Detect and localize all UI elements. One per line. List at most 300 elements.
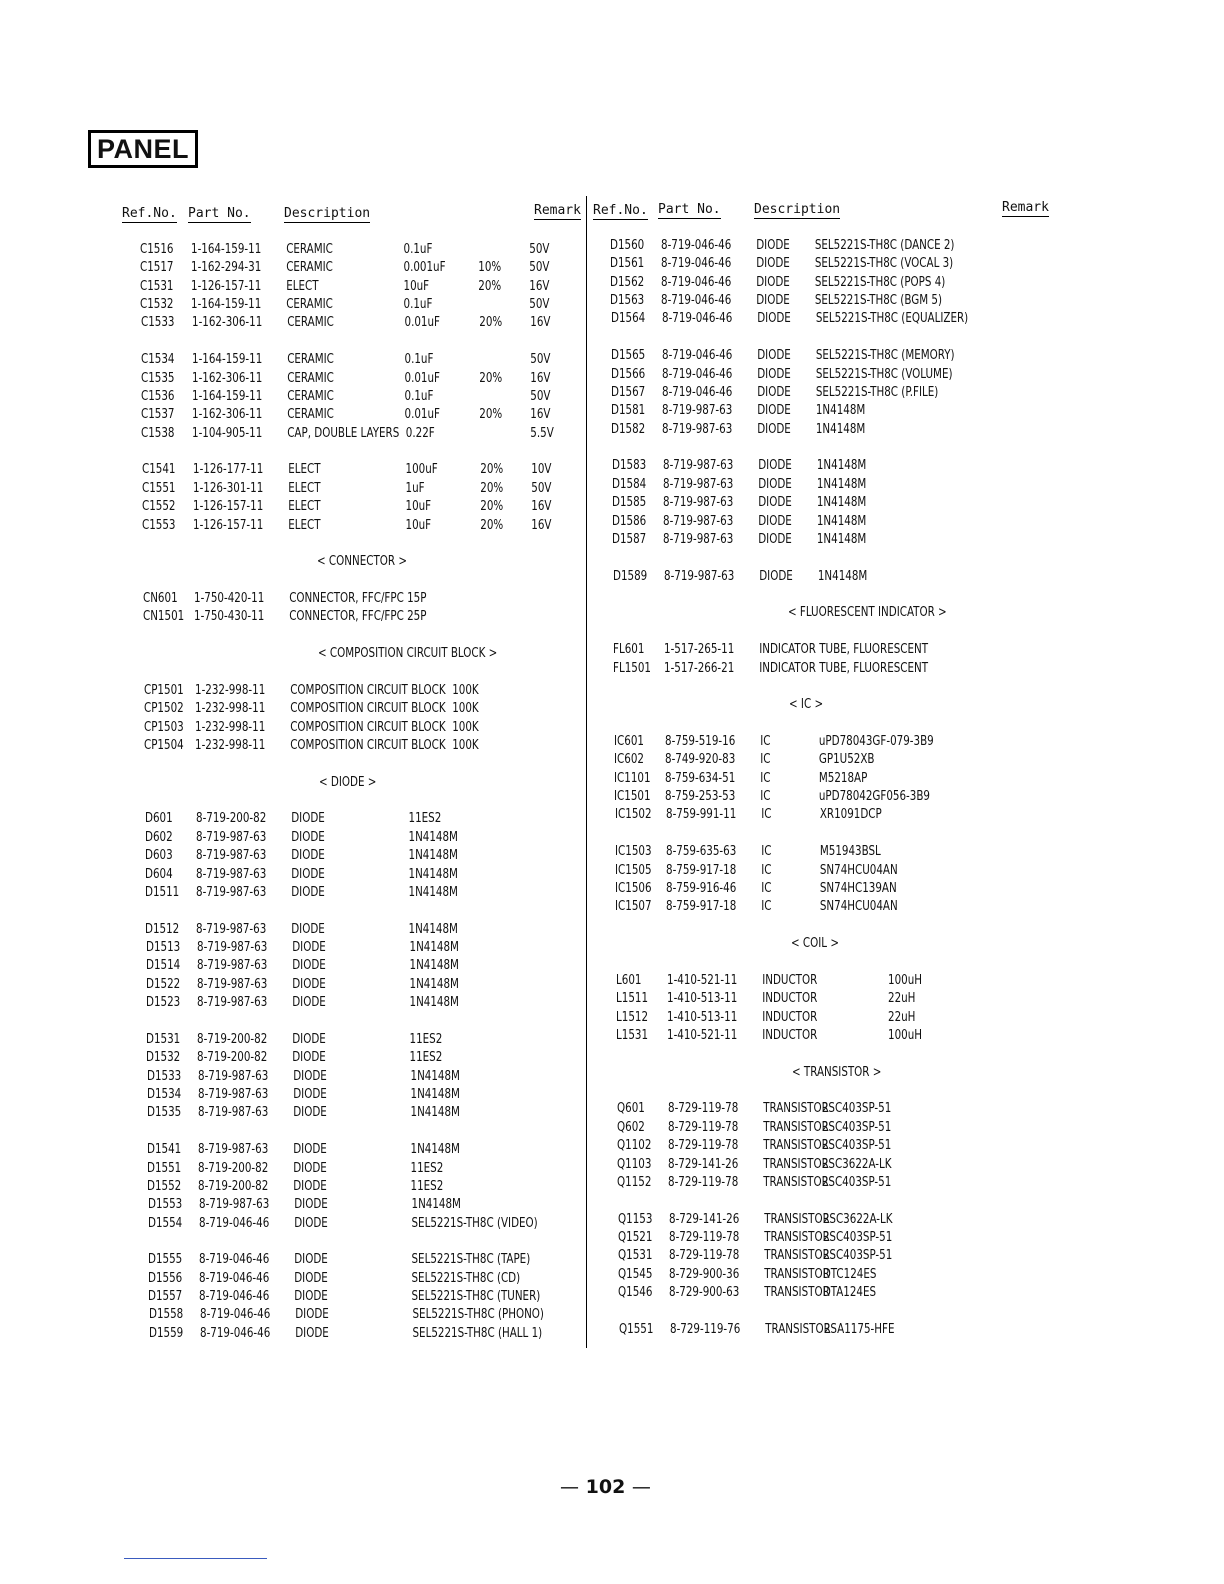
parts-row: [610, 291, 1086, 309]
section-heading: < DIODE >: [319, 773, 377, 790]
part-no-cell: 1-517-265-11: [664, 641, 735, 658]
parts-row: [148, 1250, 624, 1268]
ref-no-cell: C1536: [141, 387, 175, 404]
remark-cell: 50V: [530, 387, 551, 404]
ref-no-cell: Q1153: [617, 1210, 653, 1227]
tolerance-cell: 20%: [480, 516, 504, 533]
part-no-cell: 8-719-987-63: [196, 939, 267, 956]
part-no-cell: 1-750-420-11: [193, 590, 265, 607]
part-no-cell: 1-162-306-11: [191, 314, 262, 331]
header-description: Description: [284, 206, 371, 221]
part-no-cell: 8-719-046-46: [198, 1214, 270, 1231]
ref-no-cell: D1523: [146, 994, 181, 1011]
parts-row: [612, 456, 1088, 474]
description-cell: DIODE: [757, 402, 792, 419]
part-no-cell: 8-759-634-51: [665, 769, 736, 786]
section-heading: < CONNECTOR >: [317, 553, 408, 570]
ref-no-cell: L1531: [616, 1026, 649, 1043]
parts-row: [617, 1136, 1093, 1154]
part-no-cell: 8-719-046-46: [661, 255, 732, 272]
parts-row: [618, 1283, 1094, 1301]
parts-row: [143, 607, 619, 625]
part-no-cell: 8-719-987-63: [663, 512, 734, 529]
parts-row: [615, 842, 1091, 860]
ref-no-cell: C1533: [140, 314, 175, 331]
tolerance-cell: 20%: [480, 461, 503, 478]
description-cell: TRANSISTOR: [763, 1173, 830, 1190]
parts-row: [610, 273, 1086, 291]
description-cell: DIODE: [293, 1177, 328, 1194]
ref-no-cell: L1512: [616, 1008, 649, 1025]
part-no-cell: 1-410-521-11: [666, 971, 738, 988]
description-cell: DIODE: [758, 494, 792, 511]
tolerance-cell: 20%: [479, 369, 503, 386]
ref-no-cell: Q1521: [617, 1228, 653, 1245]
ref-no-cell: D1560: [610, 237, 645, 253]
parts-row: [618, 1246, 1094, 1264]
parts-row: [616, 989, 1092, 1007]
parts-row: [618, 1265, 1094, 1283]
description-cell: TRANSISTOR: [763, 1118, 829, 1135]
value-cell: 0.01uF: [404, 369, 440, 386]
tolerance-cell: 20%: [480, 479, 504, 496]
remark-cell: 16V: [529, 314, 551, 331]
parts-row: [148, 1269, 624, 1287]
part-no-cell: 8-719-046-46: [661, 273, 732, 290]
parts-row: [144, 736, 620, 754]
part-no-cell: 8-759-917-18: [665, 861, 737, 878]
value-cell: 2SC403SP-51: [822, 1228, 893, 1245]
part-no-cell: 1-162-306-11: [192, 406, 263, 423]
ref-no-cell: Q1551: [618, 1320, 654, 1337]
part-no-cell: 8-719-200-82: [198, 1177, 269, 1194]
parts-row: [144, 681, 620, 699]
ref-no-cell: D1587: [612, 530, 647, 547]
value-cell: SEL5221S-TH8C (EQUALIZER): [815, 310, 968, 327]
part-no-cell: 1-126-301-11: [192, 479, 264, 496]
value-cell: 22uH: [888, 990, 916, 1007]
value-cell: 1uF: [405, 479, 425, 496]
description-cell: TRANSISTOR: [764, 1228, 830, 1245]
value-cell: 10uF: [405, 516, 432, 533]
parts-row: [611, 365, 1087, 383]
parts-row: [611, 346, 1087, 364]
value-cell: 11ES2: [408, 810, 441, 827]
ref-no-cell: D1583: [611, 457, 646, 474]
description-cell: DIODE: [293, 1141, 327, 1158]
parts-row: [616, 971, 1092, 989]
part-no-cell: 1-750-430-11: [193, 608, 265, 625]
part-no-cell: 8-759-916-46: [666, 879, 737, 896]
value-cell: SN74HC139AN: [819, 879, 897, 896]
description-cell: INDICATOR TUBE, FLUORESCENT: [759, 641, 929, 658]
section-heading: < COMPOSITION CIRCUIT BLOCK >: [318, 645, 498, 662]
description-cell: DIODE: [294, 1324, 329, 1341]
description-cell: ELECT: [288, 498, 321, 515]
parts-row: [143, 589, 619, 607]
part-no-cell: 1-232-998-11: [194, 700, 265, 717]
parts-row: [612, 493, 1088, 511]
parts-row: [141, 350, 617, 368]
description-cell: TRANSISTOR: [763, 1155, 830, 1172]
ref-no-cell: D1552: [147, 1177, 182, 1194]
part-no-cell: 8-719-046-46: [662, 383, 733, 400]
parts-row: [615, 805, 1091, 823]
value-cell: 0.1uF: [403, 241, 433, 257]
part-no-cell: 8-719-987-63: [196, 920, 267, 937]
part-no-cell: 1-164-159-11: [191, 351, 263, 368]
ref-no-cell: IC1502: [614, 806, 652, 823]
ref-no-cell: D1557: [148, 1288, 183, 1305]
ref-no-cell: D1532: [146, 1049, 181, 1066]
parts-row: [610, 254, 1086, 272]
footer-rule: [124, 1558, 267, 1559]
value-cell: 2SC403SP-51: [821, 1118, 892, 1135]
value-cell: 11ES2: [409, 1049, 443, 1066]
ref-no-cell: D604: [144, 865, 173, 882]
description-cell: TRANSISTOR: [763, 1137, 829, 1154]
ref-no-cell: D603: [144, 847, 173, 864]
parts-row: [147, 1085, 623, 1103]
description-cell: DIODE: [757, 347, 791, 364]
description-cell: DIODE: [292, 994, 326, 1011]
value-cell: 0.1uF: [403, 296, 433, 313]
value-cell: 1N4148M: [816, 475, 867, 492]
remark-cell: 10V: [531, 461, 552, 478]
description-cell: DIODE: [291, 883, 325, 900]
parts-row: [141, 369, 617, 387]
part-no-cell: 8-719-987-63: [663, 530, 734, 547]
ref-no-cell: IC1506: [615, 879, 652, 896]
value-cell: 100uH: [887, 971, 922, 988]
parts-row: [617, 1155, 1093, 1173]
description-cell: IC: [761, 861, 772, 878]
value-cell: SEL5221S-TH8C (PHONO): [412, 1306, 544, 1323]
description-cell: CERAMIC: [287, 406, 335, 423]
description-cell: DIODE: [291, 957, 326, 974]
parts-row: [148, 1287, 624, 1305]
description-cell: DIODE: [290, 828, 325, 845]
description-cell: ELECT: [288, 479, 321, 496]
value-cell: 2SC3622A-LK: [822, 1155, 892, 1172]
parts-row: [613, 659, 1089, 677]
description-cell: DIODE: [292, 975, 326, 992]
ref-no-cell: L1511: [616, 990, 649, 1007]
parts-row: [618, 1228, 1094, 1246]
part-no-cell: 8-719-987-63: [196, 957, 268, 974]
part-no-cell: 8-719-200-82: [197, 1049, 268, 1066]
description-cell: DIODE: [757, 457, 792, 474]
section-heading: < IC >: [788, 696, 823, 713]
ref-no-cell: CP1501: [143, 681, 184, 698]
description-cell: DIODE: [293, 1196, 328, 1213]
value-cell: SEL5221S-TH8C (P.FILE): [816, 383, 939, 400]
ref-no-cell: D602: [144, 828, 173, 845]
tolerance-cell: 20%: [478, 277, 502, 294]
part-no-cell: 8-729-141-26: [668, 1155, 739, 1172]
ref-no-cell: Q601: [616, 1100, 645, 1117]
ref-no-cell: D1589: [612, 567, 647, 584]
description-cell: IC: [761, 879, 772, 896]
part-no-cell: 8-719-987-63: [663, 494, 734, 511]
part-no-cell: 8-759-519-16: [664, 732, 736, 749]
description-cell: CERAMIC: [286, 314, 334, 331]
value-cell: 100uF: [405, 461, 438, 478]
description-cell: TRANSISTOR: [763, 1210, 830, 1227]
value-cell: 10uF: [403, 277, 430, 294]
description-cell: CERAMIC: [287, 369, 334, 386]
part-no-cell: 1-126-157-11: [193, 516, 264, 533]
value-cell: 1N4148M: [409, 994, 459, 1011]
part-no-cell: 8-719-046-46: [661, 292, 732, 309]
part-no-cell: 8-719-987-63: [196, 975, 268, 992]
part-no-cell: 8-719-987-63: [662, 457, 734, 474]
part-no-cell: 8-719-046-46: [199, 1288, 270, 1305]
remark-cell: 50V: [529, 296, 550, 313]
part-no-cell: 1-164-159-11: [192, 387, 263, 404]
value-cell: 1N4148M: [816, 402, 866, 419]
parts-row: [617, 1173, 1093, 1191]
description-cell: TRANSISTOR: [763, 1100, 829, 1117]
description-cell: INDUCTOR: [762, 990, 818, 1007]
page-number-dash-right: —: [631, 1476, 651, 1498]
ref-no-cell: Q602: [617, 1118, 645, 1135]
value-cell: 11ES2: [410, 1177, 444, 1194]
ref-no-cell: D1541: [147, 1141, 182, 1158]
part-no-cell: 1-164-159-11: [191, 296, 262, 313]
description-cell: DIODE: [291, 920, 326, 937]
parts-row: [141, 424, 617, 442]
ref-no-cell: C1534: [140, 351, 175, 368]
value-cell: GP1U52XB: [818, 751, 875, 768]
ref-no-cell: C1537: [141, 406, 175, 423]
value-cell: M5218AP: [819, 769, 868, 786]
ref-no-cell: D1581: [611, 402, 646, 419]
ref-no-cell: CP1503: [143, 718, 184, 735]
value-cell: 2SC3622A-LK: [822, 1210, 893, 1227]
description-cell: DIODE: [294, 1269, 329, 1286]
remark-cell: 16V: [529, 277, 550, 294]
part-no-cell: 8-729-900-36: [669, 1265, 740, 1282]
ref-no-cell: C1551: [141, 479, 176, 496]
parts-row: [146, 956, 622, 974]
remark-cell: 50V: [529, 241, 550, 257]
header-ref-no-right: Ref.No.: [593, 203, 648, 218]
value-cell: SN74HCU04AN: [819, 861, 898, 878]
parts-row: [617, 1099, 1093, 1117]
part-no-cell: 1-410-513-11: [667, 1008, 738, 1025]
part-no-cell: 8-729-119-78: [668, 1228, 740, 1245]
part-no-cell: 8-729-119-78: [669, 1247, 740, 1264]
part-no-cell: 8-719-987-63: [195, 865, 267, 882]
parts-row: [142, 460, 618, 478]
description-cell: CONNECTOR, FFC/FPC 25P: [289, 608, 427, 625]
part-no-cell: 1-164-159-11: [191, 241, 262, 257]
parts-row: [611, 401, 1087, 419]
ref-no-cell: CN601: [142, 590, 178, 607]
part-no-cell: 1-232-998-11: [194, 681, 265, 698]
part-no-cell: 1-162-294-31: [191, 259, 262, 276]
value-cell: SEL5221S-TH8C (BGM 5): [815, 292, 943, 309]
ref-no-cell: C1538: [141, 424, 175, 441]
value-cell: 1N4148M: [817, 567, 867, 584]
ref-no-cell: IC601: [613, 732, 644, 749]
description-cell: ELECT: [287, 461, 321, 478]
ref-no-cell: Q1152: [617, 1173, 652, 1190]
parts-row: [146, 1048, 622, 1066]
value-cell: 100uH: [888, 1026, 923, 1043]
parts-row: [614, 787, 1090, 805]
ref-no-cell: D1512: [145, 920, 180, 937]
part-no-cell: 8-759-253-53: [665, 788, 736, 805]
remark-cell: 50V: [531, 479, 552, 496]
part-no-cell: 8-719-200-82: [197, 1030, 268, 1047]
part-no-cell: 8-719-200-82: [198, 1159, 269, 1176]
ref-no-cell: D1567: [611, 383, 646, 400]
description-cell: CERAMIC: [286, 259, 334, 276]
page-number: [560, 1476, 651, 1498]
description-cell: TRANSISTOR: [764, 1284, 831, 1301]
parts-row: [614, 732, 1090, 750]
description-cell: DIODE: [758, 530, 793, 547]
ref-no-cell: D1563: [610, 292, 645, 309]
part-no-cell: 8-719-046-46: [661, 347, 733, 364]
description-cell: DIODE: [291, 865, 325, 882]
parts-row: [612, 475, 1088, 493]
ref-no-cell: IC1501: [614, 788, 651, 805]
description-cell: CERAMIC: [287, 387, 335, 404]
description-cell: IC: [760, 806, 772, 823]
value-cell: 0.01uF: [404, 406, 441, 423]
ref-no-cell: IC1507: [615, 898, 652, 915]
tolerance-cell: 20%: [478, 314, 502, 331]
part-no-cell: 1-232-998-11: [194, 736, 266, 753]
part-no-cell: 8-719-987-63: [195, 828, 266, 845]
part-no-cell: 8-729-119-78: [668, 1137, 739, 1154]
ref-no-cell: D1585: [612, 494, 647, 511]
description-cell: COMPOSITION CIRCUIT BLOCK 100K: [289, 700, 479, 717]
ref-no-cell: D1554: [147, 1214, 183, 1231]
part-no-cell: 1-410-513-11: [667, 990, 738, 1007]
description-cell: CERAMIC: [287, 351, 334, 368]
value-cell: SEL5221S-TH8C (POPS 4): [815, 273, 946, 290]
part-no-cell: 1-104-905-11: [192, 424, 263, 441]
value-cell: M51943BSL: [819, 843, 881, 860]
value-cell: 1N4148M: [409, 975, 459, 992]
parts-row: [612, 512, 1088, 530]
parts-row: [146, 1030, 622, 1048]
header-remark-right: Remark: [1002, 200, 1049, 215]
value-cell: SEL5221S-TH8C (CD): [411, 1269, 521, 1286]
part-no-cell: 8-719-987-63: [198, 1141, 269, 1158]
parts-row: [146, 975, 622, 993]
part-no-cell: 8-719-046-46: [199, 1306, 270, 1323]
header-part-no-right: Part No.: [658, 202, 721, 217]
part-no-cell: 8-729-141-26: [668, 1210, 740, 1227]
parts-row: [149, 1324, 625, 1342]
ref-no-cell: Q1102: [617, 1137, 652, 1154]
value-cell: 1N4148M: [817, 512, 867, 529]
description-cell: DIODE: [292, 1049, 327, 1066]
parts-row: [616, 1008, 1092, 1026]
part-no-cell: 8-719-046-46: [199, 1269, 270, 1286]
value-cell: uPD78042GF056-3B9: [819, 788, 931, 805]
value-cell: 1N4148M: [410, 1141, 461, 1158]
part-no-cell: 8-719-987-63: [662, 420, 733, 437]
value-cell: SEL5221S-TH8C (TUNER): [411, 1288, 541, 1305]
parts-row: [145, 920, 621, 938]
ref-no-cell: FL1501: [613, 659, 652, 676]
description-cell: DIODE: [758, 512, 793, 529]
description-cell: DIODE: [756, 273, 791, 290]
remark-cell: 16V: [530, 369, 551, 386]
parts-row: [140, 295, 616, 313]
description-cell: INDUCTOR: [762, 1026, 818, 1043]
description-cell: INDUCTOR: [762, 971, 818, 988]
description-cell: COMPOSITION CIRCUIT BLOCK 100K: [290, 736, 479, 753]
ref-no-cell: D1566: [611, 365, 646, 382]
part-no-cell: 8-719-046-46: [661, 310, 732, 327]
description-cell: DIODE: [292, 1030, 327, 1047]
value-cell: 1N4148M: [411, 1196, 461, 1213]
ref-no-cell: D1535: [146, 1104, 182, 1121]
description-cell: IC: [761, 843, 772, 860]
value-cell: 11ES2: [409, 1030, 443, 1047]
parts-row: [611, 309, 1087, 327]
parts-row: [612, 530, 1088, 548]
part-no-cell: 1-232-998-11: [194, 718, 266, 735]
part-no-cell: 8-729-119-78: [668, 1173, 739, 1190]
parts-row: [144, 699, 620, 717]
section-heading: < COIL >: [790, 935, 839, 952]
description-cell: TRANSISTOR: [764, 1265, 830, 1282]
page-number-value: 102: [585, 1476, 626, 1498]
ref-no-cell: FL601: [613, 641, 645, 658]
value-cell: 1N4148M: [408, 828, 458, 845]
part-no-cell: 8-719-046-46: [199, 1324, 270, 1341]
parts-row: [619, 1320, 1095, 1338]
ref-no-cell: D1584: [611, 475, 647, 492]
ref-no-cell: C1516: [140, 241, 174, 257]
part-no-cell: 8-719-046-46: [661, 237, 732, 253]
part-no-cell: 8-759-917-18: [666, 898, 737, 915]
header-part-no: Part No.: [188, 206, 251, 221]
part-no-cell: 1-126-177-11: [192, 461, 264, 478]
description-cell: IC: [760, 769, 771, 786]
page-title: PANEL: [88, 130, 198, 168]
description-cell: IC: [761, 898, 772, 915]
ref-no-cell: C1553: [142, 516, 176, 533]
section-heading: < FLUORESCENT INDICATOR >: [787, 604, 947, 621]
ref-no-cell: CP1504: [143, 736, 184, 753]
parts-row: [148, 1195, 624, 1213]
parts-row: [145, 828, 621, 846]
description-cell: CONNECTOR, FFC/FPC 15P: [288, 590, 427, 607]
tolerance-cell: 20%: [480, 498, 504, 515]
remark-cell: 16V: [531, 516, 552, 533]
ref-no-cell: D1582: [611, 420, 646, 437]
description-cell: COMPOSITION CIRCUIT BLOCK 100K: [290, 718, 479, 735]
ref-no-cell: D1551: [147, 1159, 182, 1176]
part-no-cell: 1-126-157-11: [193, 498, 264, 515]
value-cell: 0.1uF: [404, 387, 434, 404]
parts-row: [142, 516, 618, 534]
ref-no-cell: D1562: [610, 273, 645, 290]
description-cell: DIODE: [292, 1067, 327, 1084]
parts-row: [140, 277, 616, 295]
parts-row: [614, 750, 1090, 768]
value-cell: DTC124ES: [823, 1265, 877, 1282]
